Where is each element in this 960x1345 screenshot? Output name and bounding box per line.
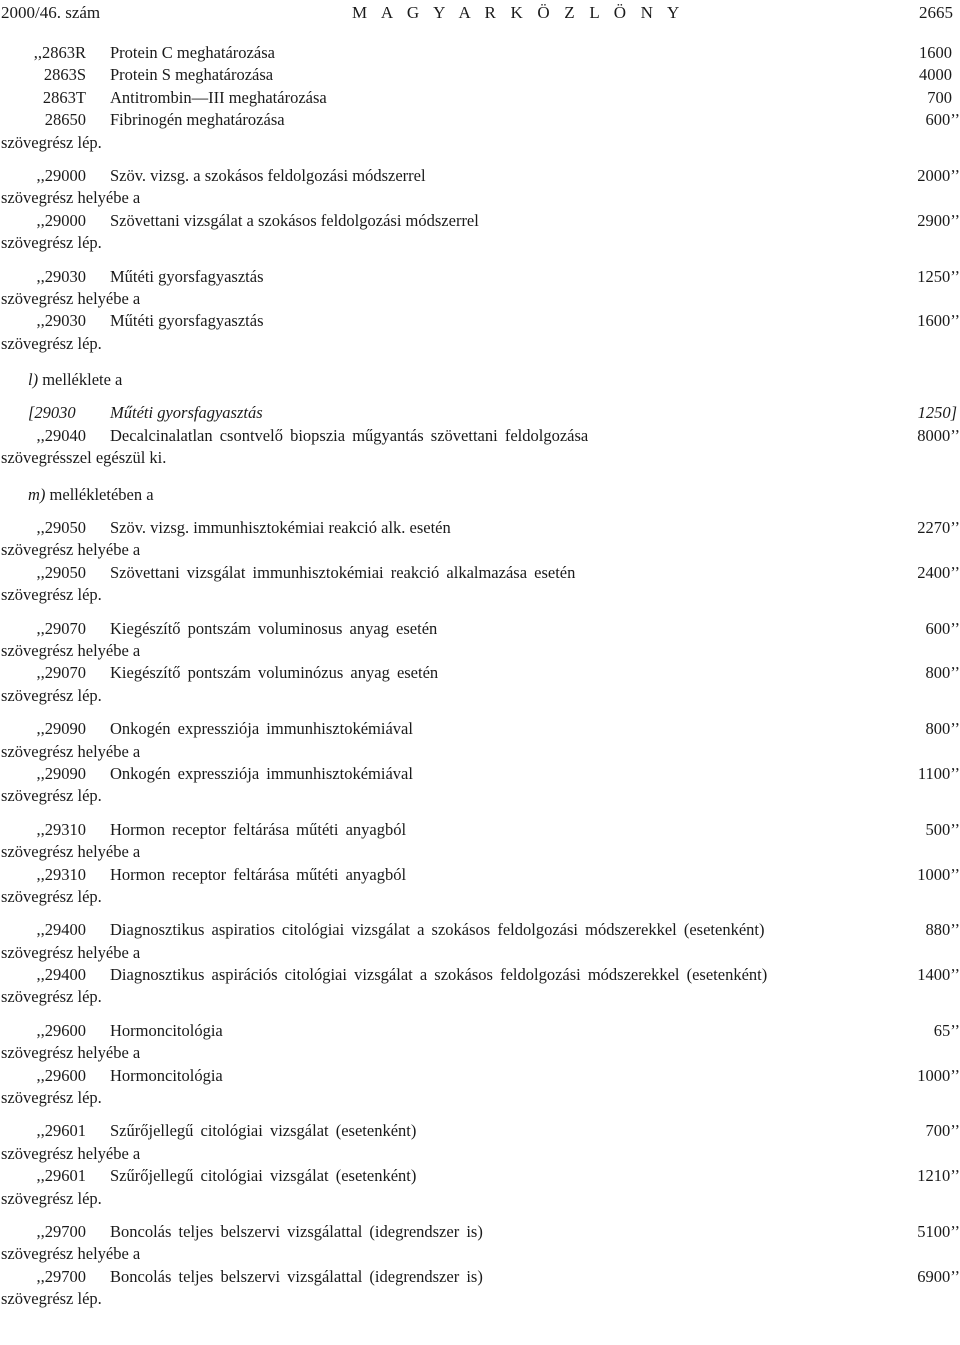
- entry-code: ,,29700: [36, 1266, 86, 1286]
- table-row: [0, 402, 960, 424]
- entry-description: Hormoncitológia: [110, 1065, 223, 1085]
- entry-amount: 800’’: [925, 719, 960, 739]
- amendment-note: [0, 741, 960, 763]
- amendment-note: [0, 1188, 960, 1210]
- note-text: szövegrész lép.: [1, 685, 102, 705]
- entry-code: ,,29600: [36, 1020, 86, 1040]
- entry-description: Diagnosztikus aspirációs citológiai vizsgálat a szokásos feldolgozási módszerekkel (esetenként): [110, 965, 768, 985]
- table-row: [0, 210, 960, 232]
- entry-amount: 2000’’: [917, 165, 960, 185]
- amendment-note: [0, 986, 960, 1008]
- entry-amount: 700: [927, 87, 952, 107]
- entry-code: [29030: [28, 403, 76, 423]
- section-label: [28, 484, 154, 506]
- entry-code: ,,29030: [36, 311, 86, 331]
- page-number: 2665: [919, 3, 953, 22]
- table-row: [0, 87, 960, 109]
- entry-description: Szűrőjellegű citológiai vizsgálat (esetenként): [110, 1121, 417, 1141]
- table-row: [0, 109, 960, 131]
- publication-title: M A G Y A R K Ö Z L Ö N Y: [352, 3, 685, 22]
- table-row: [0, 517, 960, 539]
- entry-code: 2863T: [42, 87, 86, 107]
- table-row: [0, 618, 960, 640]
- amendment-note: [0, 1143, 960, 1165]
- entry-description: Decalcinalatlan csontvelő biopszia műgyantás szövettani feldolgozása: [110, 425, 589, 445]
- entry-code: ,,29050: [36, 518, 86, 538]
- entry-amount: 1000’’: [917, 1065, 960, 1085]
- amendment-note: [0, 1042, 960, 1064]
- table-row: [0, 1266, 960, 1288]
- table-row: [0, 662, 960, 684]
- amendment-note: [0, 886, 960, 908]
- entry-amount: 800’’: [925, 663, 960, 683]
- amendment-note: [0, 132, 960, 154]
- entry-description: Hormoncitológia: [110, 1020, 223, 1040]
- amendment-note: [0, 288, 960, 310]
- entry-amount: 600’’: [925, 110, 960, 130]
- entry-description: Szöv. vizsg. a szokásos feldolgozási módszerrel: [110, 165, 426, 185]
- entry-code: ,,29000: [36, 210, 86, 230]
- table-row: [0, 42, 960, 64]
- page-header: [0, 0, 960, 26]
- note-text: szövegrész lép.: [1, 233, 102, 253]
- entry-description: Kiegészítő pontszám voluminózus anyag esetén: [110, 663, 439, 683]
- amendment-note: [0, 539, 960, 561]
- entry-description: Boncolás teljes belszervi vizsgálattal (idegrendszer is): [110, 1221, 483, 1241]
- entry-description: Kiegészítő pontszám voluminosus anyag esetén: [110, 618, 438, 638]
- table-row: [0, 864, 960, 886]
- entry-description: Antitrombin—III meghatározása: [110, 87, 327, 107]
- entry-code: ,,29070: [36, 663, 86, 683]
- document-body: [0, 42, 960, 1311]
- entry-description: Szövettani vizsgálat immunhisztokémiai reakció alkalmazása esetén: [110, 562, 576, 582]
- entry-description: Onkogén expressziója immunhisztokémiával: [110, 763, 413, 783]
- entry-amount: 4000: [919, 65, 952, 85]
- table-row: [0, 562, 960, 584]
- table-row: [0, 165, 960, 187]
- entry-description: Műtéti gyorsfagyasztás: [110, 311, 264, 331]
- entry-amount: 1600: [919, 43, 952, 62]
- entry-code: ,,29700: [36, 1221, 86, 1241]
- note-text: szövegrész helyébe a: [1, 540, 141, 560]
- note-text: szövegrész helyébe a: [1, 1143, 141, 1163]
- entry-amount: 1400’’: [917, 965, 960, 985]
- entry-code: ,,29601: [36, 1121, 86, 1141]
- entry-code: ,,29030: [36, 266, 86, 286]
- entry-code: ,,29000: [36, 165, 86, 185]
- amendment-note: [0, 187, 960, 209]
- section-heading-l: [0, 369, 960, 391]
- entry-code: ,,29601: [36, 1166, 86, 1186]
- entry-description: Protein S meghatározása: [110, 65, 274, 85]
- note-text: szövegrész lép.: [1, 1188, 102, 1208]
- entry-description: Boncolás teljes belszervi vizsgálattal (idegrendszer is): [110, 1266, 483, 1286]
- section-letter: l): [28, 370, 39, 390]
- entry-code: 2863S: [43, 65, 86, 85]
- entry-amount: 2270’’: [917, 518, 960, 538]
- entry-description: Szöv. vizsg. immunhisztokémiai reakció alk. esetén: [110, 518, 451, 538]
- note-text: szövegrész helyébe a: [1, 842, 141, 862]
- entry-amount: 880’’: [925, 920, 960, 940]
- entry-code: ,,29400: [36, 965, 86, 985]
- entry-amount: 1100’’: [917, 763, 960, 783]
- entry-code: ,,29050: [36, 562, 86, 582]
- entry-amount: 500’’: [925, 819, 960, 839]
- section-letter: m): [28, 484, 46, 504]
- amendment-note: [0, 447, 960, 469]
- entry-amount: 700’’: [925, 1121, 960, 1141]
- table-row: [0, 1065, 960, 1087]
- amendment-note: [0, 942, 960, 964]
- entry-amount: 65’’: [933, 1020, 960, 1040]
- entry-description: Onkogén expressziója immunhisztokémiával: [110, 719, 413, 739]
- amendment-note: [0, 1288, 960, 1310]
- note-text: szövegrész helyébe a: [1, 288, 141, 308]
- entry-amount: 1600’’: [917, 311, 960, 331]
- entry-amount: 1000’’: [917, 864, 960, 884]
- entry-code: ,,29090: [36, 763, 86, 783]
- entry-code: ,,29310: [36, 819, 86, 839]
- note-text: szövegrész helyébe a: [1, 741, 141, 761]
- table-row: [0, 1020, 960, 1042]
- note-text: szövegrész lép.: [1, 786, 102, 806]
- note-text: szövegrész helyébe a: [1, 640, 141, 660]
- entry-description: Műtéti gyorsfagyasztás: [110, 403, 263, 423]
- entry-description: Szűrőjellegű citológiai vizsgálat (esetenként): [110, 1166, 417, 1186]
- note-text: szövegrész helyébe a: [1, 1043, 141, 1063]
- note-text: szövegrész lép.: [1, 987, 102, 1007]
- entry-description: Fibrinogén meghatározása: [110, 110, 285, 130]
- entry-amount: 8000’’: [917, 425, 960, 445]
- amendment-note: [0, 841, 960, 863]
- entry-code: ,,29600: [36, 1065, 86, 1085]
- note-text: szövegrész lép.: [1, 886, 102, 906]
- amendment-note: [0, 232, 960, 254]
- entry-amount: 2400’’: [917, 562, 960, 582]
- amendment-note: [0, 685, 960, 707]
- entry-code: ,,29310: [36, 864, 86, 884]
- entry-description: Hormon receptor feltárása műtéti anyagból: [110, 819, 407, 839]
- note-text: szövegrész helyébe a: [1, 942, 141, 962]
- table-row: [0, 919, 960, 941]
- entry-amount: 1250’’: [917, 266, 960, 286]
- note-text: szövegrész lép.: [1, 132, 102, 152]
- table-row: [0, 310, 960, 332]
- note-text: szövegrész lép.: [1, 585, 102, 605]
- entry-description: Hormon receptor feltárása műtéti anyagból: [110, 864, 407, 884]
- amendment-note: [0, 1243, 960, 1265]
- entry-code: ,,29070: [36, 618, 86, 638]
- amendment-note: [0, 333, 960, 355]
- section-label: [28, 369, 122, 391]
- entry-code: ,,29090: [36, 719, 86, 739]
- table-row: [0, 266, 960, 288]
- amendment-note: [0, 1087, 960, 1109]
- note-text: szövegrész helyébe a: [1, 188, 141, 208]
- table-row: [0, 1165, 960, 1187]
- note-text: szövegrésszel egészül ki.: [1, 448, 167, 468]
- entry-description: Műtéti gyorsfagyasztás: [110, 266, 264, 286]
- table-row: [0, 1221, 960, 1243]
- note-text: szövegrész lép.: [1, 1289, 102, 1309]
- table-row: [0, 718, 960, 740]
- table-row: [0, 763, 960, 785]
- note-text: szövegrész lép.: [1, 1088, 102, 1108]
- entry-amount: 5100’’: [917, 1221, 960, 1241]
- entry-description: Diagnosztikus aspiratios citológiai vizsgálat a szokásos feldolgozási módszerekkel (esetenként): [110, 920, 765, 940]
- entry-code: ,,29040: [36, 425, 86, 445]
- note-text: szövegrész lép.: [1, 333, 102, 353]
- amendment-note: [0, 640, 960, 662]
- entry-amount: 2900’’: [917, 210, 960, 230]
- table-row: [0, 425, 960, 447]
- section-heading-m: [0, 484, 960, 506]
- entry-amount: 1210’’: [917, 1166, 960, 1186]
- entry-description: Szövettani vizsgálat a szokásos feldolgozási módszerrel: [110, 210, 479, 230]
- table-row: [0, 819, 960, 841]
- entry-description: Protein C meghatározása: [110, 43, 275, 62]
- issue-number: 2000/46. szám: [1, 3, 101, 22]
- table-row: [0, 1120, 960, 1142]
- table-row: [0, 64, 960, 86]
- section-label-text: melléklete a: [42, 370, 123, 390]
- entry-amount: 600’’: [925, 618, 960, 638]
- entry-amount: 6900’’: [917, 1266, 960, 1286]
- entry-code: 28650: [44, 110, 86, 130]
- section-label-text: mellékletében a: [49, 484, 154, 504]
- amendment-note: [0, 785, 960, 807]
- table-row: [0, 964, 960, 986]
- amendment-note: [0, 584, 960, 606]
- note-text: szövegrész helyébe a: [1, 1244, 141, 1264]
- entry-code: ,,29400: [36, 920, 86, 940]
- entry-amount: 1250]: [917, 403, 957, 423]
- entry-code: ,,2863R: [33, 43, 86, 62]
